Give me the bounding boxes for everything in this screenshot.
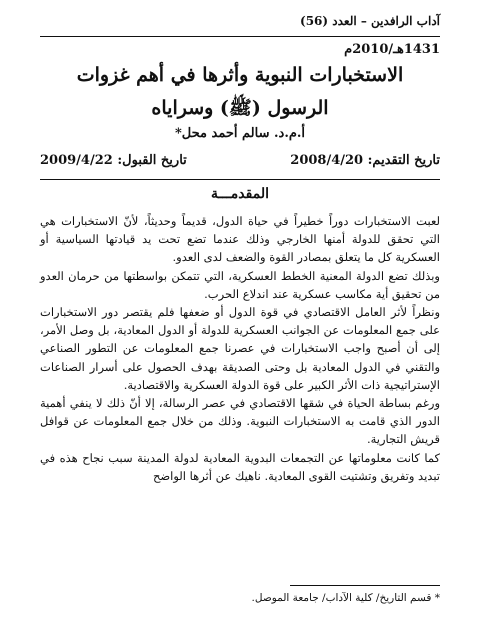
paragraph-2: وبذلك تضع الدولة المعنية الخطط العسكرية، التي تتمكن بواسطتها من حرمان العدو من تحقيق أية مكاسب عسكرية عند اندلاع الحرب. [40, 268, 440, 301]
author-name: أ.م.د. سالم أحمد محل* [174, 126, 306, 141]
submission-date: تاريخ التقديم: 2008/4/20 [290, 153, 440, 168]
paragraph-1: لعبت الاستخبارات دوراً خطيراً في حياة الدول، قديماً وحديثاً، لأنّ الاستخبارات هي التي تحقق للدولة أمنها الخارجي وذلك عندما تضع تحت يد قيادتها السياسية أو العسكرية كل ما يتعلق بمصادر القوة والضعف لدى العدو. [40, 214, 440, 265]
paragraph-3: ونظراً لأثر العامل الاقتصادي في قوة الدول أو ضعفها فلم يقتصر دور الاستخبارات على جمع المعلومات عن الجوانب العسكرية للدولة أو الدول المعادية، بل وصل الأمر، إلى أن أصبح واجب الاستخبارات في عصرنا جمع المعلومات عن التطور الصناعي والتقني في الدول المعادية بل وحتى الصديقة بهدف الحصول على أسرار الصناعات الإستراتيجية ذات الأثر الكبير على قوة الدولة العسكرية والاقتصادية. [40, 305, 440, 392]
article-title-line2: الرسول (ﷺ) وسراياه [151, 97, 329, 119]
journal-title: آداب الرافدين – العدد [328, 14, 440, 28]
issue-number: (56) [300, 14, 329, 28]
acceptance-date: تاريخ القبول: 2009/4/22 [40, 153, 187, 168]
paragraph-5: كما كانت معلوماتها عن التجمعات البدوية المعادية لدولة المدينة سبب نجاح هذه في تبديد وتفريق وتشتيت القوى المعادية. ناهيك عن أثرها الواضح [40, 450, 440, 483]
footnote: * قسم التاريخ/ كلية الآداب/ جامعة الموصل. [251, 592, 440, 604]
paragraph-4: ورغم بساطة الحياة في شقها الاقتصادي في عصر الرسالة، إلا أنّ ذلك لا ينفي أهمية الدور الذي قامت به الاستخبارات النبوية. وذلك من خلال جمع المعلومات عن قوافل قريش التجارية. [40, 396, 440, 447]
section-heading: المقدمـــة [211, 186, 269, 202]
article-title-line1: الاستخبارات النبوية وأثرها في أهم غزوات [76, 64, 404, 86]
year-line: 1431هـ/2010م [344, 42, 440, 57]
dates-row [40, 153, 440, 173]
journal-name [300, 14, 440, 28]
running-header [40, 14, 440, 37]
footnote-divider [290, 585, 440, 586]
body-text [40, 212, 440, 485]
title-divider [40, 179, 440, 180]
